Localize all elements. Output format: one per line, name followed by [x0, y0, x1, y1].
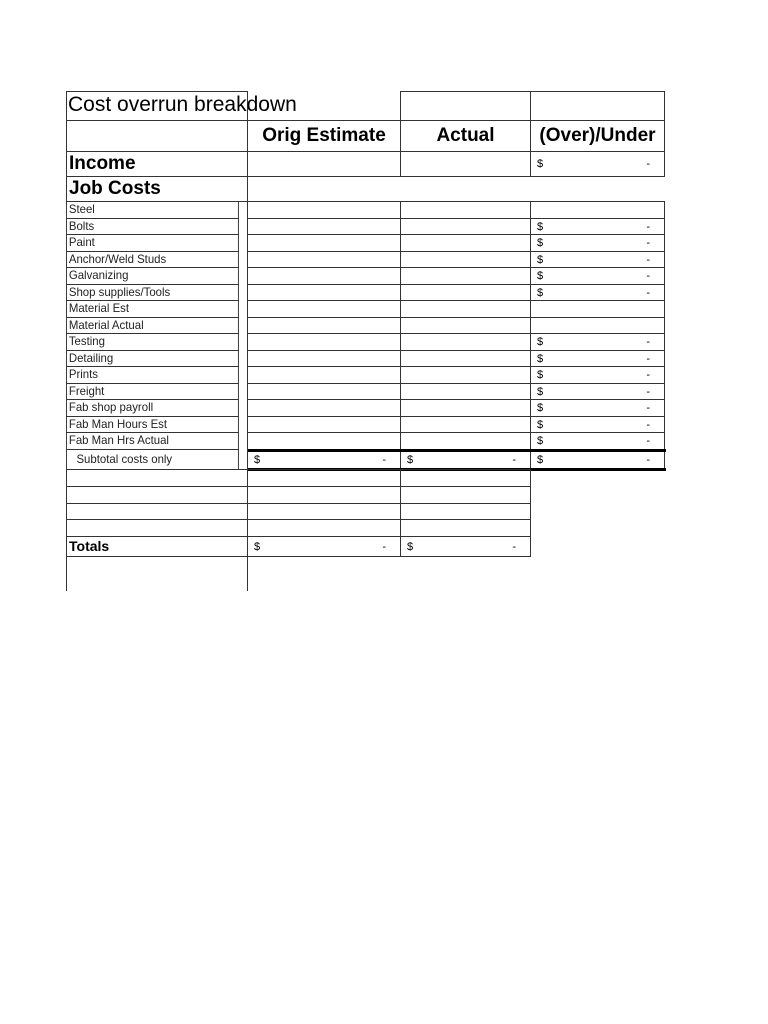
totals-label-cell[interactable] [66, 536, 248, 557]
item-over-under[interactable] [530, 416, 665, 433]
item-actual[interactable] [400, 333, 531, 351]
job-costs-label[interactable] [66, 176, 248, 202]
item-over-under[interactable] [530, 234, 665, 252]
item-over-under-value: - [646, 369, 650, 381]
item-orig-estimate[interactable] [247, 234, 401, 252]
header-orig-estimate[interactable] [247, 120, 401, 152]
item-orig-estimate[interactable] [247, 267, 401, 285]
income-over-under[interactable] [530, 151, 665, 177]
item-actual[interactable] [400, 218, 531, 235]
empty-cell[interactable] [400, 503, 531, 520]
item-label-cell[interactable] [66, 251, 239, 268]
totals-actual-currency: $ [407, 540, 414, 553]
item-orig-estimate[interactable] [247, 201, 401, 219]
item-label-cell[interactable] [66, 333, 239, 351]
item-over-under[interactable] [530, 201, 665, 219]
item-label: Steel [68, 202, 95, 216]
item-over-under-currency: $ [537, 402, 544, 414]
item-actual[interactable] [400, 432, 531, 450]
item-over-under[interactable] [530, 251, 665, 268]
subtotal-label: Subtotal costs only [76, 452, 173, 466]
item-over-under[interactable] [530, 366, 665, 384]
item-label: Prints [68, 367, 99, 381]
item-actual[interactable] [400, 251, 531, 268]
subtotal-over-under-value: - [646, 453, 650, 466]
item-actual[interactable] [400, 416, 531, 433]
empty-cell[interactable] [247, 519, 401, 537]
item-label: Paint [68, 235, 95, 249]
item-actual[interactable] [400, 234, 531, 252]
totals-label: Totals [69, 538, 110, 554]
item-label: Anchor/Weld Studs [68, 252, 167, 266]
gridline [247, 557, 248, 591]
item-label-cell[interactable] [66, 284, 239, 301]
job-costs-text: Job Costs [69, 178, 161, 199]
item-over-under[interactable] [530, 383, 665, 400]
item-label: Detailing [68, 351, 114, 365]
header-label: Orig Estimate [262, 125, 386, 146]
subtotal-over-under[interactable] [530, 449, 665, 470]
empty-cell[interactable] [66, 486, 248, 504]
item-label-cell[interactable] [66, 300, 239, 318]
item-label-cell[interactable] [66, 234, 239, 252]
subtotal-actual-value: - [512, 453, 516, 466]
item-orig-estimate[interactable] [247, 317, 401, 334]
item-orig-estimate[interactable] [247, 251, 401, 268]
item-over-under-currency: $ [537, 253, 544, 266]
income-orig[interactable] [247, 151, 401, 177]
subtotal-orig-value: - [382, 453, 386, 466]
header-label: Actual [436, 125, 495, 146]
item-over-under-currency: $ [537, 270, 544, 282]
item-over-under-currency: $ [537, 435, 544, 447]
item-orig-estimate[interactable] [247, 284, 401, 301]
item-label-cell[interactable] [66, 317, 239, 334]
subtotal-actual-currency: $ [407, 453, 414, 466]
item-actual[interactable] [400, 267, 531, 285]
empty-cell[interactable] [66, 503, 248, 520]
item-over-under-value: - [646, 385, 650, 398]
income-actual[interactable] [400, 151, 531, 177]
item-label-cell[interactable] [66, 432, 239, 450]
subtotal-over-under-currency: $ [537, 453, 544, 466]
item-label-cell[interactable] [66, 350, 239, 367]
item-orig-estimate[interactable] [247, 350, 401, 367]
empty-cell[interactable] [247, 469, 401, 487]
item-orig-estimate[interactable] [247, 383, 401, 400]
item-label: Material Est [68, 301, 130, 315]
item-over-under-value: - [646, 253, 650, 266]
item-label-cell[interactable] [66, 201, 239, 219]
item-label-cell[interactable] [66, 267, 239, 285]
item-over-under-value: - [646, 220, 650, 233]
item-actual[interactable] [400, 383, 531, 400]
item-over-under-currency: $ [537, 385, 544, 398]
totals-actual[interactable] [400, 536, 531, 557]
gridline [66, 557, 67, 591]
item-actual[interactable] [400, 201, 531, 219]
item-orig-estimate[interactable] [247, 399, 401, 417]
empty-cell[interactable] [400, 519, 531, 537]
subtotal-thick-border [248, 449, 666, 452]
subtotal-orig-currency: $ [254, 453, 261, 466]
item-label: Material Actual [68, 318, 144, 332]
item-actual[interactable] [400, 300, 531, 318]
totals-orig-value: - [382, 540, 386, 553]
item-over-under-currency: $ [537, 418, 544, 431]
item-label-cell[interactable] [66, 366, 239, 384]
subtotal-orig[interactable] [247, 449, 401, 470]
item-over-under[interactable] [530, 317, 665, 334]
header-actual[interactable] [400, 120, 531, 152]
item-over-under[interactable] [530, 333, 665, 351]
item-over-under-value: - [646, 286, 650, 299]
subtotal-actual[interactable] [400, 449, 531, 470]
item-label-cell[interactable] [66, 416, 239, 433]
empty-cell[interactable] [66, 469, 248, 487]
empty-cell[interactable] [400, 469, 531, 487]
item-orig-estimate[interactable] [247, 333, 401, 351]
item-over-under-currency: $ [537, 220, 544, 233]
item-over-under-value: - [646, 237, 650, 249]
item-actual[interactable] [400, 350, 531, 367]
empty-cell[interactable] [66, 519, 248, 537]
item-actual[interactable] [400, 317, 531, 334]
header-over-under[interactable] [530, 120, 665, 152]
item-over-under-value: - [646, 352, 650, 365]
totals-orig[interactable] [247, 536, 401, 557]
item-over-under-value: - [646, 336, 650, 348]
income-label[interactable] [66, 151, 248, 177]
item-over-under-value: - [646, 402, 650, 414]
item-label: Bolts [68, 219, 95, 233]
item-over-under[interactable] [530, 300, 665, 318]
empty-cell[interactable] [400, 486, 531, 504]
item-over-under[interactable] [530, 218, 665, 235]
title-cell[interactable] [66, 91, 401, 121]
item-orig-estimate[interactable] [247, 218, 401, 235]
item-orig-estimate[interactable] [247, 432, 401, 450]
item-over-under[interactable] [530, 267, 665, 285]
item-actual[interactable] [400, 284, 531, 301]
blank-cell[interactable] [530, 91, 665, 121]
item-label: Fab shop payroll [68, 400, 154, 414]
item-orig-estimate[interactable] [247, 300, 401, 318]
empty-cell[interactable] [247, 486, 401, 504]
item-over-under-currency: $ [537, 237, 544, 249]
item-over-under-value: - [646, 418, 650, 431]
item-label-cell[interactable] [66, 218, 239, 235]
blank-cell[interactable] [66, 120, 248, 152]
item-label: Freight [68, 384, 105, 398]
income-over-under-value: - [646, 158, 650, 170]
item-over-under-value: - [646, 435, 650, 447]
sheet-title: Cost overrun breakdown [68, 93, 297, 116]
item-over-under-currency: $ [537, 336, 544, 348]
header-label: (Over)/Under [539, 125, 656, 146]
item-over-under-currency: $ [537, 352, 544, 365]
item-label-cell[interactable] [66, 383, 239, 400]
item-over-under-value: - [646, 270, 650, 282]
item-label: Fab Man Hours Est [68, 417, 168, 431]
item-over-under[interactable] [530, 284, 665, 301]
item-actual[interactable] [400, 366, 531, 384]
empty-cell[interactable] [247, 503, 401, 520]
blank-cell[interactable] [400, 91, 531, 121]
item-over-under[interactable] [530, 399, 665, 417]
item-label: Shop supplies/Tools [68, 285, 171, 299]
item-label: Fab Man Hrs Actual [68, 433, 169, 447]
totals-orig-currency: $ [254, 540, 261, 553]
income-text: Income [69, 153, 136, 174]
subtotal-label-cell[interactable] [66, 449, 239, 470]
item-over-under[interactable] [530, 350, 665, 367]
item-over-under-currency: $ [537, 286, 544, 299]
totals-actual-value: - [512, 540, 516, 553]
item-orig-estimate[interactable] [247, 366, 401, 384]
item-label: Galvanizing [68, 268, 129, 282]
income-over-under-currency: $ [537, 158, 544, 170]
item-label: Testing [68, 334, 105, 348]
item-orig-estimate[interactable] [247, 416, 401, 433]
item-over-under-currency: $ [537, 369, 544, 381]
item-over-under[interactable] [530, 432, 665, 450]
item-label-cell[interactable] [66, 399, 239, 417]
item-actual[interactable] [400, 399, 531, 417]
